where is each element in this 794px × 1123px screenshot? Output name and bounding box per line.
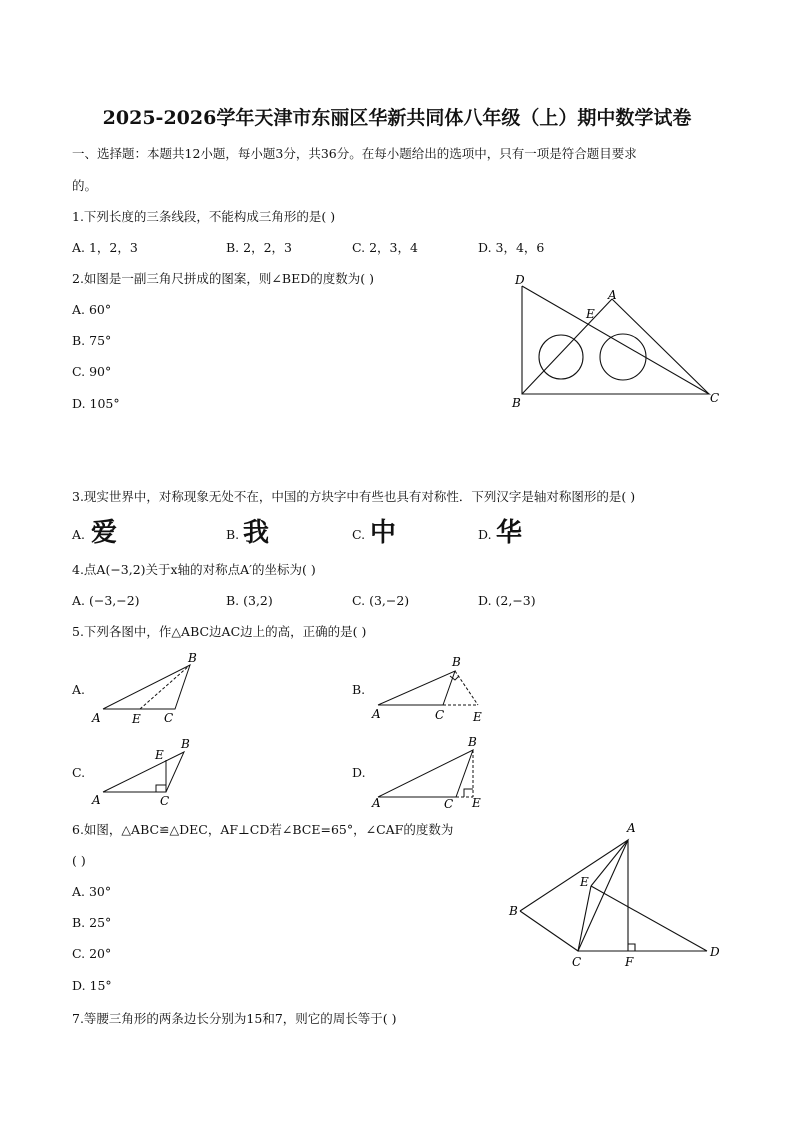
q6-label-f: F [625, 955, 634, 969]
page-title: 2025-2026学年天津市东丽区华新共同体八年级（上）期中数学试卷 [102, 107, 692, 129]
q3-stem: 3.现实世界中，对称现象无处不在，中国的方块字中有些也具有对称性．下列汉字是轴对称图形的是( ) [72, 489, 636, 504]
q6-label-e: E [580, 875, 589, 889]
q5d-label-c: C [444, 797, 454, 811]
q2-label-b: B [512, 396, 521, 410]
q6-option-d: D. 15° [72, 978, 112, 993]
q5b-label-e: E [473, 710, 482, 724]
q1-stem: 1.下列长度的三条线段，不能构成三角形的是( ) [72, 209, 336, 224]
q5c-label-a: A [92, 793, 101, 807]
q4-stem: 4.点A(−3,2)关于x轴的对称点A′的坐标为( ) [72, 562, 316, 577]
q5a-label-e: E [132, 712, 141, 726]
q5b-label-b: B [452, 655, 461, 669]
q5c-label-b: B [181, 737, 190, 751]
q6-label-a: A [627, 821, 636, 835]
q3-option-d-letter: D. [478, 527, 492, 542]
q1-option-c: C. 2，3，4 [352, 240, 418, 255]
q5b-label-c: C [435, 708, 445, 722]
q5a-label-b: B [188, 651, 197, 665]
q5a-label-a: A [92, 711, 101, 725]
q2-label-c: C [710, 391, 720, 405]
q6-option-c: C. 20° [72, 946, 112, 961]
q4-option-b: B. (3,2) [226, 593, 273, 608]
q5a-label-c: C [164, 711, 174, 725]
q3-option-d-char: 华 [496, 518, 523, 548]
q2-label-e: E [586, 307, 595, 321]
q6-option-a: A. 30° [72, 884, 112, 899]
section-heading-cont: 的。 [72, 178, 98, 193]
q2-option-a: A. 60° [72, 302, 112, 317]
q5b-label-a: A [372, 707, 381, 721]
q2-label-d: D [515, 273, 525, 287]
q2-option-d: D. 105° [72, 396, 120, 411]
section-heading: 一、选择题：本题共12小题，每小题3分，共36分。在每小题给出的选项中，只有一项是符合题目要求 [72, 146, 637, 161]
q3-option-b-letter: B. [226, 527, 240, 542]
q6-stem: 6.如图，△ABC≌△DEC，AF⊥CD若∠BCE=65°，∠CAF的度数为 [72, 822, 454, 837]
q2-label-a: A [608, 288, 617, 302]
q6-label-c: C [572, 955, 582, 969]
q5c-label-e: E [155, 748, 164, 762]
q6-paren: ( ) [72, 853, 86, 868]
q4-option-d: D. (2,−3) [478, 593, 536, 608]
q2-option-c: C. 90° [72, 364, 112, 379]
q5d-label-e: E [472, 796, 481, 810]
q2-option-b: B. 75° [72, 333, 112, 348]
q5-stem: 5.下列各图中，作△ABC边AC边上的高，正确的是( ) [72, 624, 367, 639]
q4-option-c: C. (3,−2) [352, 593, 410, 608]
q1-option-b: B. 2，2，3 [226, 240, 292, 255]
q3-option-c-char: 中 [370, 518, 397, 548]
q6-label-d: D [710, 945, 720, 959]
q5-option-c-letter: C. [72, 765, 86, 780]
q3-option-c-letter: C. [352, 527, 366, 542]
q1-option-d: D. 3，4，6 [478, 240, 545, 255]
q5d-label-a: A [372, 796, 381, 810]
q3-option-a-char: 爱 [91, 518, 118, 548]
q3-option-a-letter: A. [72, 527, 86, 542]
q5d-label-b: B [468, 735, 477, 749]
q7-stem: 7.等腰三角形的两条边长分别为15和7，则它的周长等于( ) [72, 1011, 397, 1026]
q5c-label-c: C [160, 794, 170, 808]
q1-option-a: A. 1，2，3 [72, 240, 138, 255]
q6-option-b: B. 25° [72, 915, 112, 930]
q5-option-b-letter: B. [352, 682, 366, 697]
q4-option-a: A. (−3,−2) [72, 593, 140, 608]
q5-option-a-letter: A. [72, 682, 86, 697]
q5-option-d-letter: D. [352, 765, 366, 780]
q6-label-b: B [509, 904, 518, 918]
q2-stem: 2.如图是一副三角尺拼成的图案，则∠BED的度数为( ) [72, 271, 374, 286]
q3-option-b-char: 我 [243, 518, 270, 548]
